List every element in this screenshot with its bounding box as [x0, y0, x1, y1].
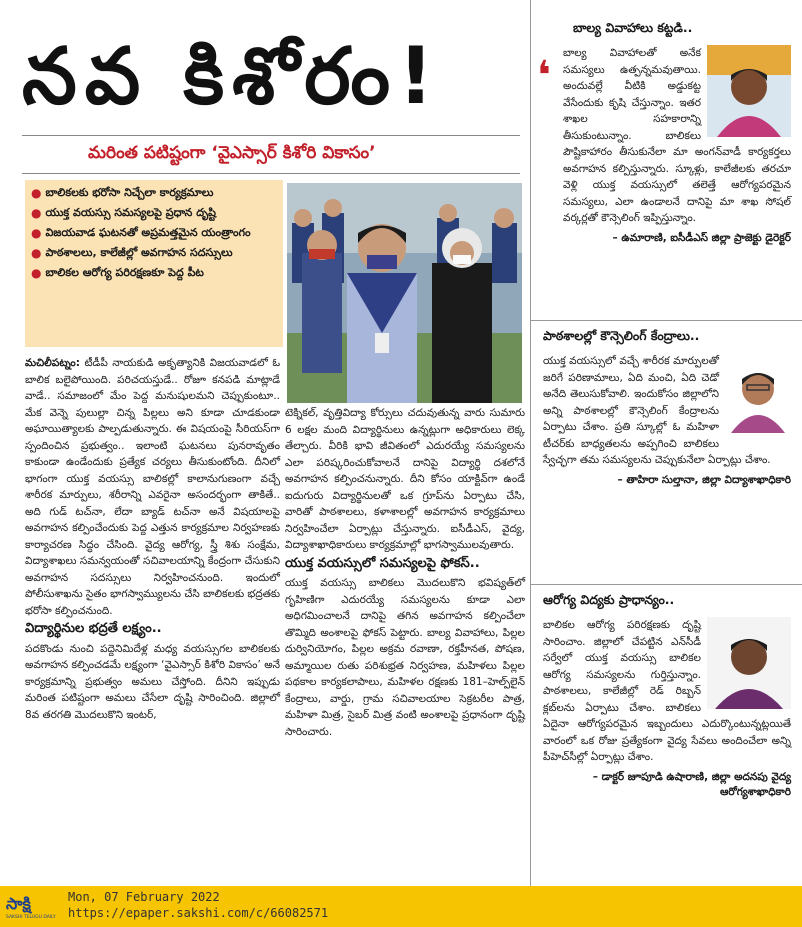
section-title: యుక్త వయస్సులో సమస్యలపై ఫోకస్.. — [285, 555, 480, 571]
bullet-icon: ● — [31, 266, 42, 280]
sidebar-box-1 — [531, 14, 802, 321]
sidebar-box-text: బాలికల ఆరోగ్య పరిరక్షణకు దృష్టి సారించాం. జిల్లాలో చేపట్టిన ఎన్‌సీడీ సర్వేలో యుక్త వయస్సు బాలికల ఆరోగ్య సమస్యలను గుర్తిస్తున్నాం. పాఠశాలలు, కాలేజీల్లో రెడ్ రిబ్బన్ క్లబ్‌లను ఏర్పాటు చేశాం. బాలికలు ఏదైనా ఆరోగ్యపరమైన ఇబ్బందులు ఎదుర్కొంటున్నట్లయితే వారంలో ఒక రోజు ప్రత్యేకంగా వైద్య సేవలు అందించేలా అన్ని పీహెచ్‌సీల్లో ఏర్పాట్లు చేశాం. — [543, 619, 791, 763]
sidebar-box-title: బాల్య వివాహాలు కట్టడి.. — [573, 20, 693, 35]
sidebar-box-text: బాల్య వివాహాలతో అనేక సమస్యలు ఉత్పన్నమవుతాయి. అందువల్లే వీటికి అడ్డుకట్ట వేసేందుకు కృషి చేస్తున్నాం. ఇతర శాఖల సహకారాన్ని తీసుకుంటున్నాం. బాలికలు పౌష్టికాహారం తీసుకునేలా మా అంగన్‌వాడీ కార్యకర్తలు అవగాహన కల్పిస్తున్నారు. స్కూళ్లు, కాలేజీలకు తరచూ వెళ్లి యుక్త వయస్సులో తలెత్తే ఆరోగ్యపరమైన సమస్యలు, ఎలా ఉండాలనే దానిపై మా శాఖ సోషల్ వర్కర్లతో కౌన్సెలింగ్ ఇప్పిస్తున్నాం. — [563, 47, 791, 224]
dateline: మచిలీపట్నం: — [25, 357, 80, 369]
bullet-icon: ● — [31, 206, 42, 220]
svg-text:సాక్షి: సాక్షి — [6, 894, 31, 913]
highlight-item: ● బాలికలకు భరోసా నిచ్చేలా కార్యక్రమాలు — [31, 186, 214, 200]
section-title: విద్యార్థినుల భద్రతే లక్ష్యం.. — [25, 621, 162, 636]
sidebar-box-2 — [531, 322, 802, 585]
portrait-woman — [707, 617, 791, 709]
sidebar-box-caption: – తాహిరా సుల్తానా, జిల్లా విద్యాశాఖాధికారి — [617, 473, 791, 486]
article-column-2 — [285, 405, 525, 740]
portrait-woman — [707, 45, 791, 137]
sidebar-box-caption: – డాక్టర్ జూపూడి ఉషారాణి, జిల్లా అదనపు వైద్య ఆరోగ్యశాఖాధికారి — [592, 770, 791, 798]
sidebar-box-caption: – ఉమారాణి, ఐసీడీఎస్ జిల్లా ప్రాజెక్టు డైరెక్టర్ — [612, 231, 791, 244]
bullet-icon: ● — [31, 246, 42, 260]
sidebar-box-3 — [531, 586, 802, 886]
bullet-icon: ● — [31, 186, 42, 200]
divider — [22, 135, 520, 136]
sidebar-box-text: యుక్త వయస్సులో వచ్చే శారీరక మార్పులతో జరిగే పరిణామాలు, ఏది మంచి, ఏది చెడో అనేది తెలుసుకోవాలి. ఇందుకోసం జిల్లాలోని అన్ని పాఠశాలల్లో కౌన్సెలింగ్ కేంద్రాలను ఏర్పాటు చేశాం. ప్రతి స్కూల్లో ఓ మహిళా టీచర్‌కు బాధ్యతలను అప్పగించి బాలికలు స్వేచ్ఛగా తమ సమస్యలను చెప్పుకునేలా ఏర్పాట్లు చేశాం. — [543, 355, 771, 466]
article-paragraph: మచిలీపట్నం: టీడీపీ నాయకుడి అకృత్యానికి విజయవాడలో ఓ బాలిక బలైపోయింది. పరిచయస్తుడే.. రోజూ కనపడి మాట్లాడే వాడే.. సమాజంలో మేం పెద్ద మనుషులమని చెప్పుకుంటూ.. మేక వెన్నె పులుల్లా చిన్న పిల్లలు అని కూడా చూడకుండా అఘాయిత్యాలకు పాల్పడుతున్నారు. ఈ విషయంపై సీరియస్‌గా స్పందించిన ప్రభుత్వం.. ఇలాంటి ఘటనలు పునరావృతం కాకుండా ఉండేందుకు ప్రత్యేక చర్యలు తీసుకుంటోంది. దీనిలో భాగంగా యుక్త వయస్సు బాలికల్లో కాలానుగుణంగా వచ్చే శారీరక మార్పులు, శరీరాన్ని ఎవరైనా అసందర్భంగా తాకితే.. అది గుడ్ టచ్‌నా, లేదా బ్యాడ్ టచ్‌నా అనే విషయాలపై అవగాహన కల్పించేందుకు పెద్ద ఎత్తున కార్యక్రమాల నిర్వహణకు కార్యాచరణ సిద్ధం చేసింది. వైద్య ఆరోగ్య, స్త్రీ శిశు సంక్షేమ, విద్యాశాఖలు సమన్వయంతో సచివాలయాన్ని కేంద్రంగా చేసుకుని అవగాహన సదస్సులు నిర్వహించనుంది. ఇందులో పోలీసుశాఖను సైతం భాగస్వామ్యులను చేసి బాలికలకు భద్రతకు భరోసా కల్పించనుంది. — [25, 357, 281, 617]
subheadline: మరింత పటిష్టంగా ‘వైఎస్సార్ కిశోరి వికాసం’ — [88, 143, 376, 163]
highlight-item: ● పాఠశాలలు, కాలేజీల్లో అవగాహన సదస్సులు — [31, 246, 233, 260]
headline: నవ కిశోరం! — [22, 32, 442, 122]
footer-bar — [0, 886, 802, 927]
sidebar-box-title: పాఠశాలల్లో కౌన్సెలింగ్ కేంద్రాలు.. — [543, 328, 700, 343]
bullet-icon: ● — [31, 226, 42, 240]
highlights-box — [25, 180, 283, 347]
quote-icon: ❛ — [537, 53, 551, 99]
sakshi-logo — [4, 891, 60, 921]
article-column-1 — [25, 355, 280, 723]
article-paragraph: యుక్త వయస్సు బాలికలు మొదలుకొని భవిష్యత్‌లో గృహిణిగా ఎదురయ్యే సమస్యలను కూడా ఎలా అధిగమించాలనే దానిపై తగిన అవగాహన కల్పించేలా తొమ్మిది అంశాలపై ఫోకస్ పెట్టారు. బాల్య వివాహాలు, పిల్లల దుర్వినియోగం, పిల్లల అక్రమ రవాణా, రక్తహీనత, పోషణ, అమ్మాయిల రుతు పరిశుభ్రత నిర్వహణ, మహిళలు పిల్లల పథకాల కార్యకలాపాలు, మహిళల రక్షణకు 181–హెల్ప్‌లైన్ కేంద్రాలు, వార్డు, గ్రామ సచివాలయాల సెక్రటరీల పాత్ర, మహిళా మిత్ర, సైబర్ మిత్ర వంటి అంశాలపై ప్రధానంగా దృష్టి సారించారు. — [285, 577, 525, 738]
divider — [22, 173, 520, 174]
photo-students — [287, 183, 522, 403]
highlight-item: ● బాలికల ఆరోగ్య పరిరక్షణకూ పెద్ద పీట — [31, 266, 204, 280]
highlight-item: ● యుక్త వయస్సు సమస్యలపై ప్రధాన దృష్టి — [31, 206, 216, 220]
article-paragraph: టెక్నికల్, వృత్తివిద్యా కోర్సులు చదువుతున్న వారు సుమారు 6 లక్షల మంది విద్యార్థినులు ఉన్నట్లుగా అధికారులు లెక్క తేల్చారు. వీరికి భావి జీవితంలో ఎదురయ్యే సమస్యలను ఎలా పరిష్కరించుకోవాలనే దానిపై విద్యార్థి దశలోనే అవగాహన కల్పించనున్నారు. దీని కోసం యాక్టివ్‌గా ఉండే ఐదుగురు విద్యార్థినులతో ఒక గ్రూప్‌ను ఏర్పాటు చేసి, వారితో పాఠశాలలు, కళాశాలల్లో అవగాహన కార్యక్రమాలు నిర్వహించేలా ఏర్పాట్లు చేస్తున్నారు. ఐసీడీఎస్, వైద్య, విద్యాశాఖాధికారులు కార్యక్రమాల్లో భాగస్వాములవుతారు. — [285, 407, 525, 551]
svg-text:SAKSHI TELUGU DAILY: SAKSHI TELUGU DAILY — [6, 915, 56, 920]
article-paragraph: పదకొండు నుంచి పద్దెనిమిదేళ్ల మధ్య వయస్సుగల బాలికలకు అవగాహన కల్పించడమే లక్ష్యంగా ‘వైఎస్సార్ కిశోరి వికాసం’ అనే కార్యక్రమాన్ని ప్రభుత్వం అమలు చేస్తోంది. దీనిని ఇప్పుడు మరింత పటిష్టంగా అమలు చేసేలా దృష్టి సారించింది. జిల్లాలో 8వ తరగతి మొదలుకొని ఇంటర్, — [25, 642, 280, 721]
sidebar — [530, 0, 802, 886]
portrait-woman — [725, 353, 791, 433]
edition-url[interactable]: https://epaper.sakshi.com/c/66082571 — [68, 906, 329, 920]
highlight-item: ● విజయవాడ ఘటనతో అప్రమత్తమైన యంత్రాంగం — [31, 226, 251, 240]
sidebar-box-title: ఆరోగ్య విద్యకు ప్రాధాన్యం.. — [543, 592, 675, 607]
edition-date: Mon, 07 February 2022 — [68, 890, 220, 904]
